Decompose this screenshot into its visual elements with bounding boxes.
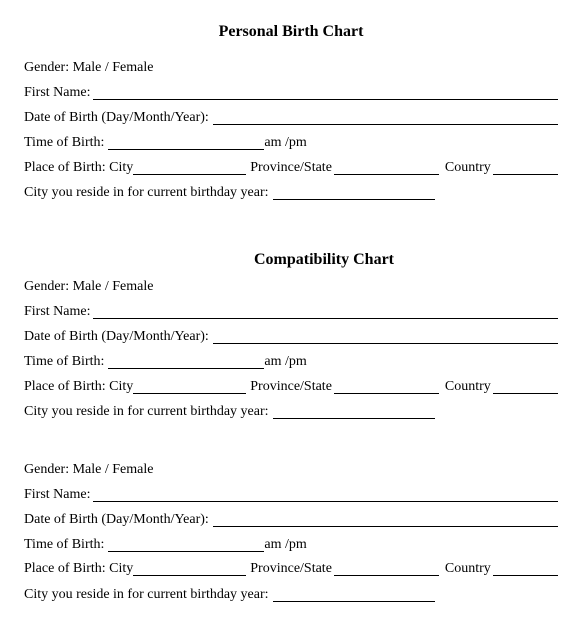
gender-label: Gender: Male / Female xyxy=(24,60,154,75)
p1-gender-row xyxy=(24,278,558,296)
dob-field[interactable] xyxy=(213,329,558,344)
p1-place-row xyxy=(24,378,558,396)
province-field[interactable] xyxy=(334,160,439,175)
country-label: Country xyxy=(444,561,491,576)
time-field[interactable] xyxy=(108,354,264,369)
city-reside-field[interactable] xyxy=(273,587,435,602)
p2-time-row xyxy=(24,536,558,554)
city-reside-label: City you reside in for current birthday year: xyxy=(24,185,269,200)
first-name-label: First Name: xyxy=(24,304,91,319)
p1-city-reside-row xyxy=(24,403,558,421)
country-field[interactable] xyxy=(493,561,558,576)
gender-label: Gender: Male / Female xyxy=(24,279,154,294)
city-reside-label: City you reside in for current birthday year: xyxy=(24,587,269,602)
dob-field[interactable] xyxy=(213,110,558,125)
personal-place-row xyxy=(24,159,558,177)
p2-place-row xyxy=(24,560,558,578)
dob-label: Date of Birth (Day/Month/Year): xyxy=(24,110,209,125)
p2-gender-row xyxy=(24,461,558,479)
country-label: Country xyxy=(444,379,491,394)
p2-city-reside-row xyxy=(24,586,558,604)
city-reside-label: City you reside in for current birthday year: xyxy=(24,404,269,419)
city-field[interactable] xyxy=(133,379,246,394)
province-label: Province/State xyxy=(250,160,332,175)
city-field[interactable] xyxy=(133,561,246,576)
personal-dob-row xyxy=(24,109,558,127)
time-label: Time of Birth: xyxy=(24,537,105,552)
place-city-label: Place of Birth: City xyxy=(24,379,134,394)
first-name-label: First Name: xyxy=(24,85,91,100)
personal-time-row xyxy=(24,134,558,152)
p1-first-name-row xyxy=(24,303,558,321)
time-field[interactable] xyxy=(108,135,264,150)
country-label: Country xyxy=(444,160,491,175)
gender-label: Gender: Male / Female xyxy=(24,462,154,477)
ampm-label: am /pm xyxy=(264,135,307,150)
p2-first-name-row xyxy=(24,486,558,504)
personal-gender-row xyxy=(24,59,558,77)
province-field[interactable] xyxy=(334,561,439,576)
province-field[interactable] xyxy=(334,379,439,394)
time-field[interactable] xyxy=(108,537,264,552)
compatibility-chart-title: Compatibility Chart xyxy=(254,251,394,268)
p1-time-row xyxy=(24,353,558,371)
first-name-field[interactable] xyxy=(93,85,559,100)
dob-field[interactable] xyxy=(213,512,558,527)
personal-chart-title: Personal Birth Chart xyxy=(218,23,364,40)
city-reside-field[interactable] xyxy=(273,404,435,419)
p2-dob-row xyxy=(24,511,558,529)
city-reside-field[interactable] xyxy=(273,185,435,200)
personal-city-reside-row xyxy=(24,184,558,202)
country-field[interactable] xyxy=(493,379,558,394)
ampm-label: am /pm xyxy=(264,537,307,552)
country-field[interactable] xyxy=(493,160,558,175)
dob-label: Date of Birth (Day/Month/Year): xyxy=(24,329,209,344)
personal-first-name-row xyxy=(24,84,558,102)
place-city-label: Place of Birth: City xyxy=(24,561,134,576)
place-city-label: Place of Birth: City xyxy=(24,160,134,175)
p1-dob-row xyxy=(24,328,558,346)
first-name-field[interactable] xyxy=(93,304,559,319)
province-label: Province/State xyxy=(250,561,332,576)
first-name-label: First Name: xyxy=(24,487,91,502)
time-label: Time of Birth: xyxy=(24,135,105,150)
province-label: Province/State xyxy=(250,379,332,394)
city-field[interactable] xyxy=(133,160,246,175)
first-name-field[interactable] xyxy=(93,487,559,502)
dob-label: Date of Birth (Day/Month/Year): xyxy=(24,512,209,527)
time-label: Time of Birth: xyxy=(24,354,105,369)
ampm-label: am /pm xyxy=(264,354,307,369)
